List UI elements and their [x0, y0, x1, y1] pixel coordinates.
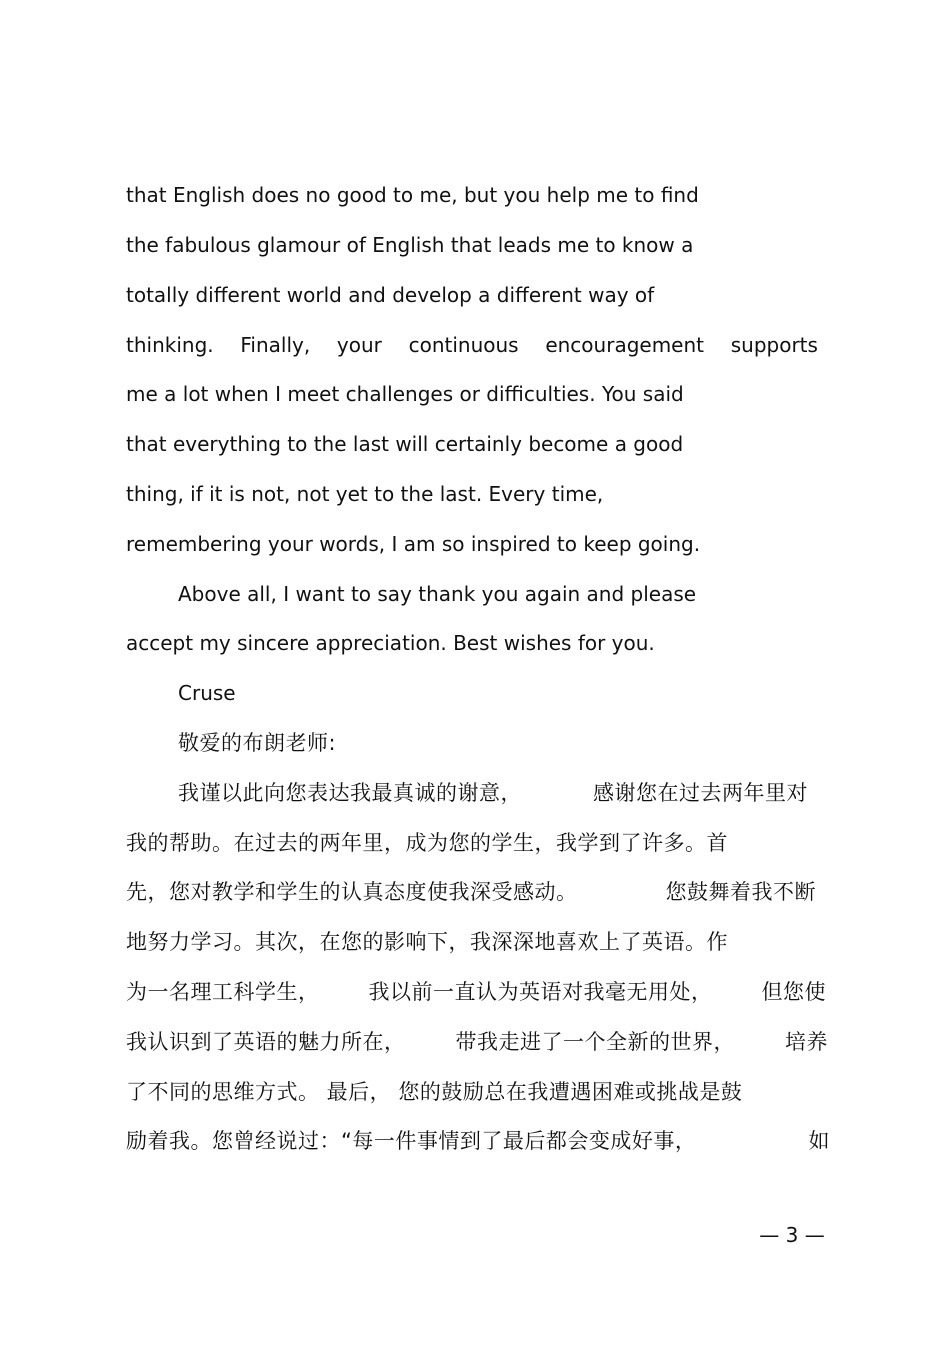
text-line: Above all, I want to say thank you again and please — [178, 582, 697, 606]
text-line-justified — [126, 976, 826, 1008]
signature: Cruse — [178, 681, 236, 705]
phrase: 培养 — [785, 1030, 828, 1054]
text-line: that everything to the last will certainly become a good — [126, 432, 684, 456]
phrase: 我以前一直认为英语对我毫无用处， — [368, 980, 713, 1004]
text-line: accept my sincere appreciation. Best wishes for you. — [126, 631, 655, 655]
text-line: that English does no good to me, but you help me to find — [126, 183, 699, 207]
text-line: totally different world and develop a different way of — [126, 283, 655, 307]
text-line: remembering your words, I am so inspired to keep going. — [126, 532, 701, 556]
phrase: 为一名理工科学生， — [126, 980, 320, 1004]
phrase: 如 — [808, 1129, 830, 1153]
text-line-justified — [126, 1125, 830, 1157]
phrase: 感谢您在过去两年里对 — [593, 781, 808, 805]
text-line: 了不同的思维方式。 最后， 您的鼓励总在我遭遇困难或挑战是鼓 — [126, 1080, 743, 1104]
word: your — [336, 333, 382, 357]
page-number: — 3 — — [759, 1223, 825, 1247]
text-line-justified — [178, 777, 808, 809]
text-line-justified — [126, 1026, 828, 1058]
text-line-justified — [126, 329, 818, 361]
phrase: 我认识到了英语的魅力所在， — [126, 1030, 406, 1054]
phrase: 带我走进了一个全新的世界， — [455, 1030, 735, 1054]
text-line: me a lot when I meet challenges or difficulties. You said — [126, 382, 684, 406]
phrase: 但您使 — [761, 980, 826, 1004]
word: thinking. — [126, 333, 214, 357]
phrase: 我谨以此向您表达我最真诚的谢意， — [178, 781, 522, 805]
word: supports — [730, 333, 818, 357]
word: Finally, — [240, 333, 311, 357]
text-line: thing, if it is not, not yet to the last. Every time, — [126, 482, 604, 506]
phrase: 先，您对教学和学生的认真态度使我深受感动。 — [126, 880, 578, 904]
text-line: 我的帮助。在过去的两年里，成为您的学生，我学到了许多。首 — [126, 831, 728, 855]
word: continuous — [408, 333, 519, 357]
text-line-justified — [126, 876, 816, 908]
text-line: 地努力学习。其次，在您的影响下，我深深地喜欢上了英语。作 — [126, 930, 728, 954]
word: encouragement — [545, 333, 704, 357]
text-line: the fabulous glamour of English that leads me to know a — [126, 233, 694, 257]
phrase: 励着我。您曾经说过：“每一件事情到了最后都会变成好事， — [126, 1129, 697, 1153]
phrase: 您鼓舞着我不断 — [665, 880, 816, 904]
salutation: 敬爱的布朗老师: — [178, 731, 337, 755]
